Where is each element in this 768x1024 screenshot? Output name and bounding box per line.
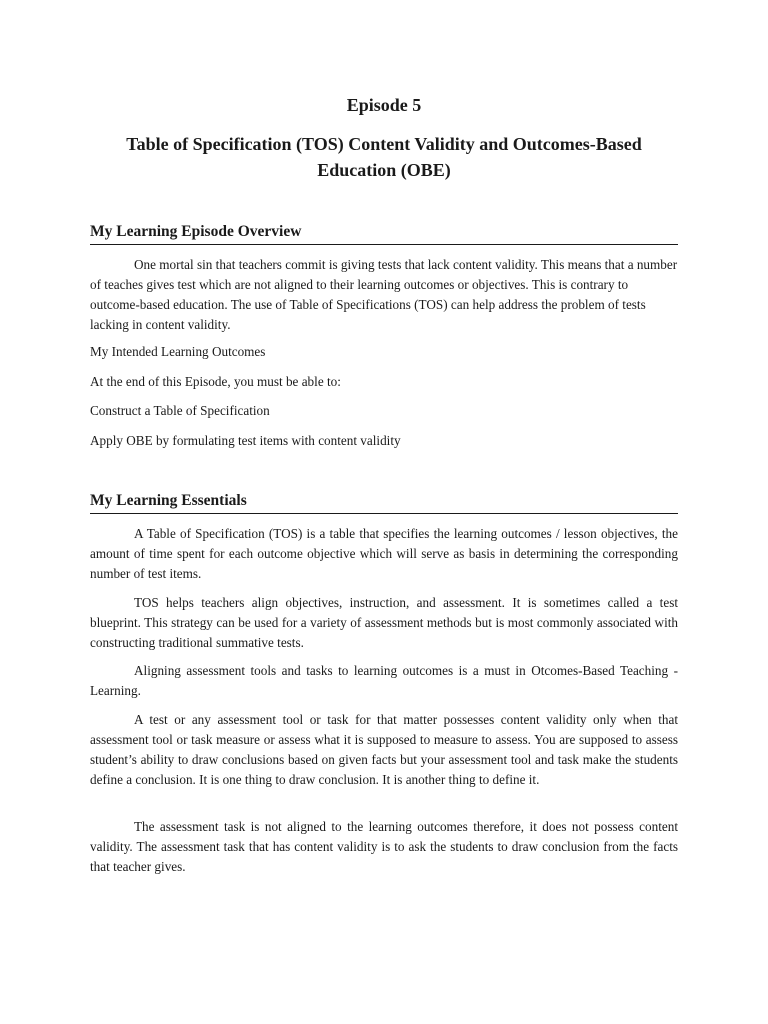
- overview-heading: My Learning Episode Overview: [90, 222, 678, 245]
- outcome-item-1: Construct a Table of Specification: [90, 403, 270, 418]
- essentials-heading: My Learning Essentials: [90, 491, 678, 514]
- essentials-paragraph-4: A test or any assessment tool or task for that matter possesses content validity only when that assessment tool or task measure or assess what it is supposed to measure to assess. You are supposed to assess student’s ability to draw conclusions based on given facts but your assessment tool and task make the students define a conclusion. It is one thing to draw conclusion. It is another thing to define it.: [90, 712, 678, 787]
- intended-outcomes-label: My Intended Learning Outcomes: [90, 344, 266, 359]
- essentials-paragraph-5: The assessment task is not aligned to the learning outcomes therefore, it does not possess content validity. The assessment task that has content validity is to ask the students to draw conclusion from the facts that teacher gives.: [90, 819, 678, 874]
- episode-label: Episode 5: [346, 95, 422, 115]
- document-title: Table of Specification (TOS) Content Validity and Outcomes-Based Education (OBE): [126, 134, 642, 180]
- essentials-paragraph-3: Aligning assessment tools and tasks to learning outcomes is a must in Otcomes-Based Teaching -Learning.: [90, 663, 678, 698]
- outcome-item-2: Apply OBE by formulating test items with content validity: [90, 433, 401, 448]
- essentials-paragraph-1: A Table of Specification (TOS) is a table that specifies the learning outcomes / lesson objectives, the amount of time spent for each outcome objective which will serve as basis in determining the corresponding number of test items.: [90, 526, 678, 581]
- end-of-episode-text: At the end of this Episode, you must be able to:: [90, 374, 341, 389]
- essentials-paragraph-2: TOS helps teachers align objectives, instruction, and assessment. It is sometimes called a test blueprint. This strategy can be used for a variety of assessment methods but is most commonly associated with constructing traditional summative tests.: [90, 595, 678, 650]
- overview-intro-paragraph: One mortal sin that teachers commit is giving tests that lack content validity. This means that a number of teaches gives test which are not aligned to their learning outcomes or objectives. This is contrary to outcome-based education. The use of Table of Specifications (TOS) can help address the problem of tests lacking in content validity.: [90, 257, 678, 332]
